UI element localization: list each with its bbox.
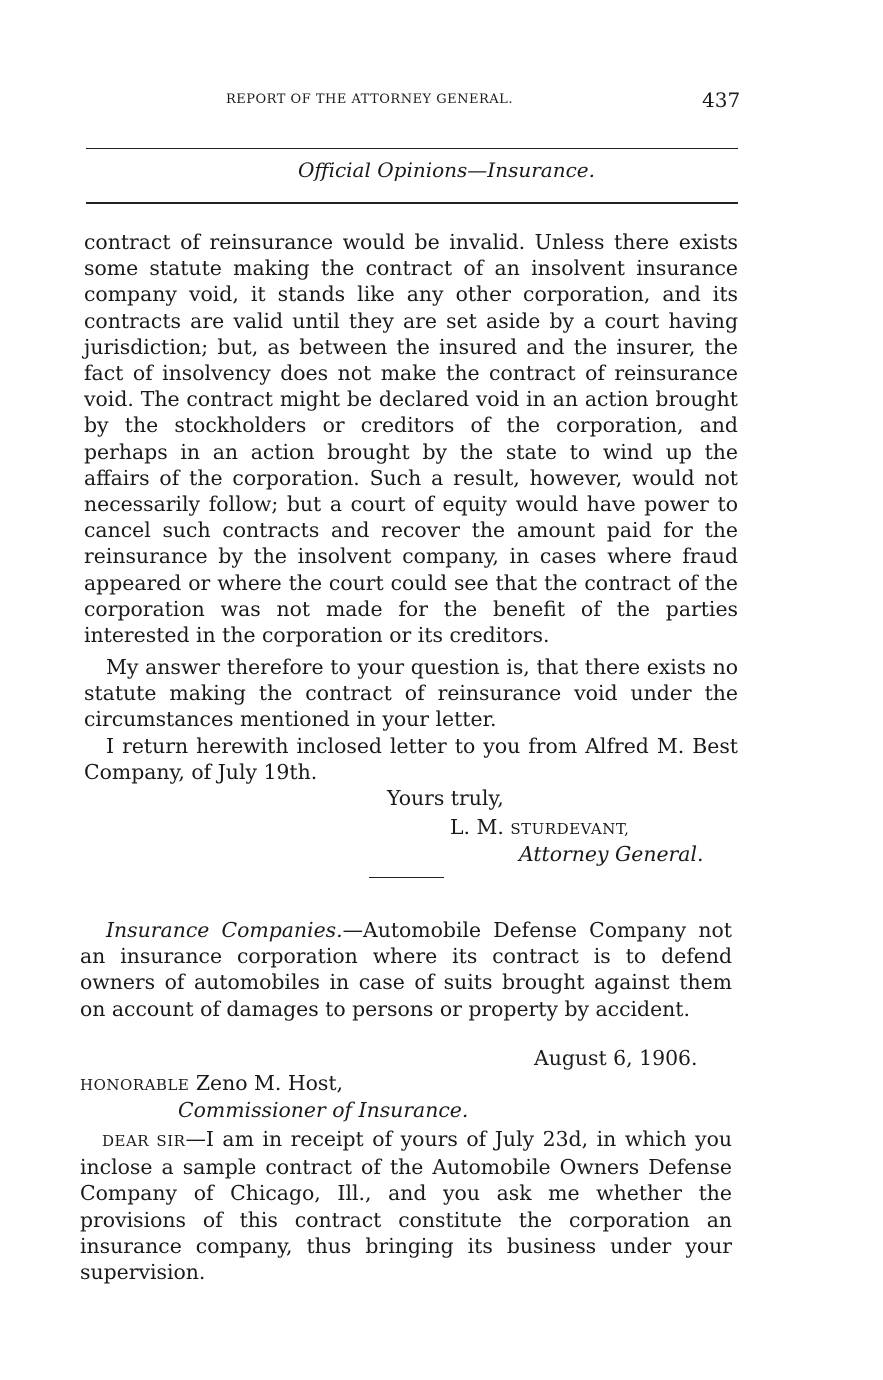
letter-date: August 6, 1906. [534, 1046, 698, 1070]
paragraph: I return herewith inclosed letter to you from Alfred M. Best Company, of July 19th. [84, 733, 738, 784]
letter-body [80, 1126, 732, 1285]
salutation: DEAR SIR [102, 1132, 186, 1150]
running-header-text: REPORT OF THE ATTORNEY GENERAL. [226, 92, 513, 107]
addressee-prefix: HONORABLE [80, 1076, 190, 1094]
closing-salutation: Yours truly, [387, 786, 504, 810]
running-header [226, 88, 513, 108]
section-title: Official Opinions—Insurance. [298, 158, 595, 182]
section-divider [369, 877, 444, 878]
signature-name [450, 815, 629, 839]
opinion-paragraph-continued [84, 229, 738, 648]
signer-title: Attorney General. [519, 842, 704, 866]
opinion-headnote [80, 917, 732, 1022]
addressee-name: Zeno M. Host, [195, 1071, 344, 1095]
header-rule-top [86, 148, 738, 149]
addressee [80, 1071, 343, 1095]
headnote-topic: Insurance Companies. [106, 918, 343, 942]
letter-text: —I am in receipt of yours of July 23d, in which you inclose a sample contract of the Automobile Owners Defense Company of Chicago, Ill., and you ask me whether the provisions of this contract constitute the corporation an insurance company, thus bringing its business under your supervision. [80, 1127, 732, 1285]
opinion-conclusion [84, 654, 738, 785]
headnote-text: —Automobile Defense Company not an insurance corporation where its contract is to defend owners of automobiles in case of suits brought against them on account of damages to persons or property by accident. [80, 918, 732, 1021]
paragraph: contract of reinsurance would be invalid. Unless there exists some statute making the contract of an insolvent insurance company void, it stands like any other corporation, and its contracts are valid until they are set aside by a court having jurisdiction; but, as between the insured and the insurer, the fact of insolvency does not make the contract of reinsurance void. The contract might be declared void in an action brought by the stockholders or creditors of the corporation, and perhaps in an action brought by the state to wind up the affairs of the corporation. Such a result, however, would not necessarily follow; but a court of equity would have power to cancel such contracts and recover the amount paid for the reinsurance by the insolvent company, in cases where fraud appeared or where the court could see that the contract of the corporation was not made for the benefit of the parties interested in the corporation or its creditors. [84, 230, 738, 648]
signer-surname: STURDEVANT, [510, 820, 630, 838]
signer-initials: L. M. [450, 815, 504, 839]
page-number: 437 [702, 88, 741, 112]
addressee-title: Commissioner of Insurance. [178, 1098, 469, 1122]
paragraph: My answer therefore to your question is, that there exists no statute making the contract of reinsurance void under the circumstances mentioned in your letter. [84, 655, 738, 732]
header-rule-bottom [86, 202, 738, 204]
